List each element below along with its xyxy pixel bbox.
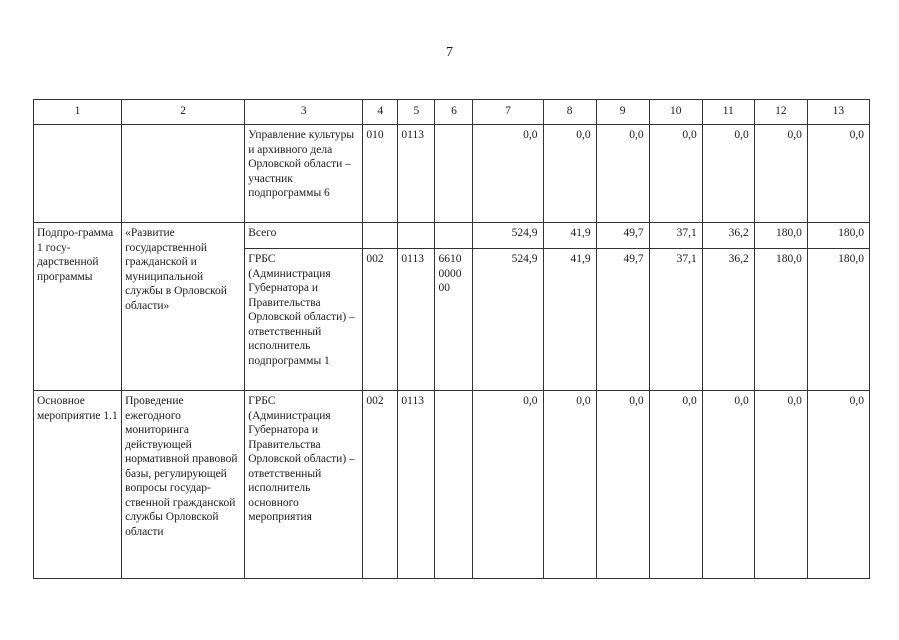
value-cell: 37,1: [649, 223, 702, 249]
grbs-code-cell: [363, 223, 398, 249]
header-cell: 6: [435, 100, 473, 125]
value-cell: 41,9: [543, 223, 596, 249]
program-cell: [34, 125, 122, 223]
section-code-cell: 0113: [398, 391, 435, 579]
table-row: [34, 223, 870, 249]
title-cell: «Развитие государственной гражданской и муниципальной службы в Орловской области»: [122, 223, 245, 391]
value-cell: 180,0: [807, 223, 869, 249]
value-cell: 49,7: [596, 249, 649, 391]
section-code-cell: [398, 223, 435, 249]
executor-cell: Всего: [245, 223, 363, 249]
value-cell: 0,0: [702, 125, 754, 223]
value-cell: 0,0: [543, 391, 596, 579]
value-cell: 0,0: [596, 125, 649, 223]
grbs-code-cell: 002: [363, 249, 398, 391]
section-code-cell: 0113: [398, 249, 435, 391]
value-cell: 0,0: [543, 125, 596, 223]
value-cell: 41,9: [543, 249, 596, 391]
value-cell: 0,0: [649, 125, 702, 223]
header-cell: 5: [398, 100, 435, 125]
header-cell: 3: [245, 100, 363, 125]
title-cell: Проведение ежегодного мониторинга действующей нормативной правовой базы, регулирующей вопросы государ-ственной гражданской службы Орловской области: [122, 391, 245, 579]
header-cell: 13: [807, 100, 869, 125]
value-cell: 0,0: [754, 125, 807, 223]
value-cell: 0,0: [702, 391, 754, 579]
value-cell: 0,0: [754, 391, 807, 579]
header-cell: 8: [543, 100, 596, 125]
program-cell: Подпро-грамма 1 госу-дарственной программы: [34, 223, 122, 391]
header-cell: 10: [649, 100, 702, 125]
value-cell: 0,0: [473, 125, 543, 223]
target-code-cell: [435, 391, 473, 579]
grbs-code-cell: 002: [363, 391, 398, 579]
executor-cell: Управление культуры и архивного дела Орловской области – участник подпрограммы 6: [245, 125, 363, 223]
table-row: [34, 391, 870, 579]
value-cell: 49,7: [596, 223, 649, 249]
header-cell: 7: [473, 100, 543, 125]
header-cell: 4: [363, 100, 398, 125]
value-cell: 36,2: [702, 223, 754, 249]
value-cell: 0,0: [596, 391, 649, 579]
header-cell: 1: [34, 100, 122, 125]
section-code-cell: 0113: [398, 125, 435, 223]
executor-cell: ГРБС (Администрация Губернатора и Правительства Орловской области) – ответственный исполнитель основного мероприятия: [245, 391, 363, 579]
value-cell: 0,0: [649, 391, 702, 579]
budget-table: [33, 99, 870, 579]
value-cell: 0,0: [473, 391, 543, 579]
target-code-cell: 6610 0000 00: [435, 249, 473, 391]
table-header-row: [34, 100, 870, 125]
value-cell: 180,0: [754, 223, 807, 249]
header-cell: 9: [596, 100, 649, 125]
value-cell: 524,9: [473, 223, 543, 249]
target-code-cell: [435, 223, 473, 249]
page-number: 7: [446, 45, 453, 60]
value-cell: 180,0: [754, 249, 807, 391]
executor-cell: ГРБС (Администрация Губернатора и Правительства Орловской области) – ответственный исполнитель подпрограммы 1: [245, 249, 363, 391]
value-cell: 0,0: [807, 125, 869, 223]
value-cell: 36,2: [702, 249, 754, 391]
value-cell: 0,0: [807, 391, 869, 579]
target-code-cell: [435, 125, 473, 223]
header-cell: 12: [754, 100, 807, 125]
table-row: [34, 125, 870, 223]
title-cell: [122, 125, 245, 223]
program-cell: Основное мероприятие 1.1: [34, 391, 122, 579]
header-cell: 11: [702, 100, 754, 125]
grbs-code-cell: 010: [363, 125, 398, 223]
value-cell: 180,0: [807, 249, 869, 391]
value-cell: 37,1: [649, 249, 702, 391]
value-cell: 524,9: [473, 249, 543, 391]
header-cell: 2: [122, 100, 245, 125]
